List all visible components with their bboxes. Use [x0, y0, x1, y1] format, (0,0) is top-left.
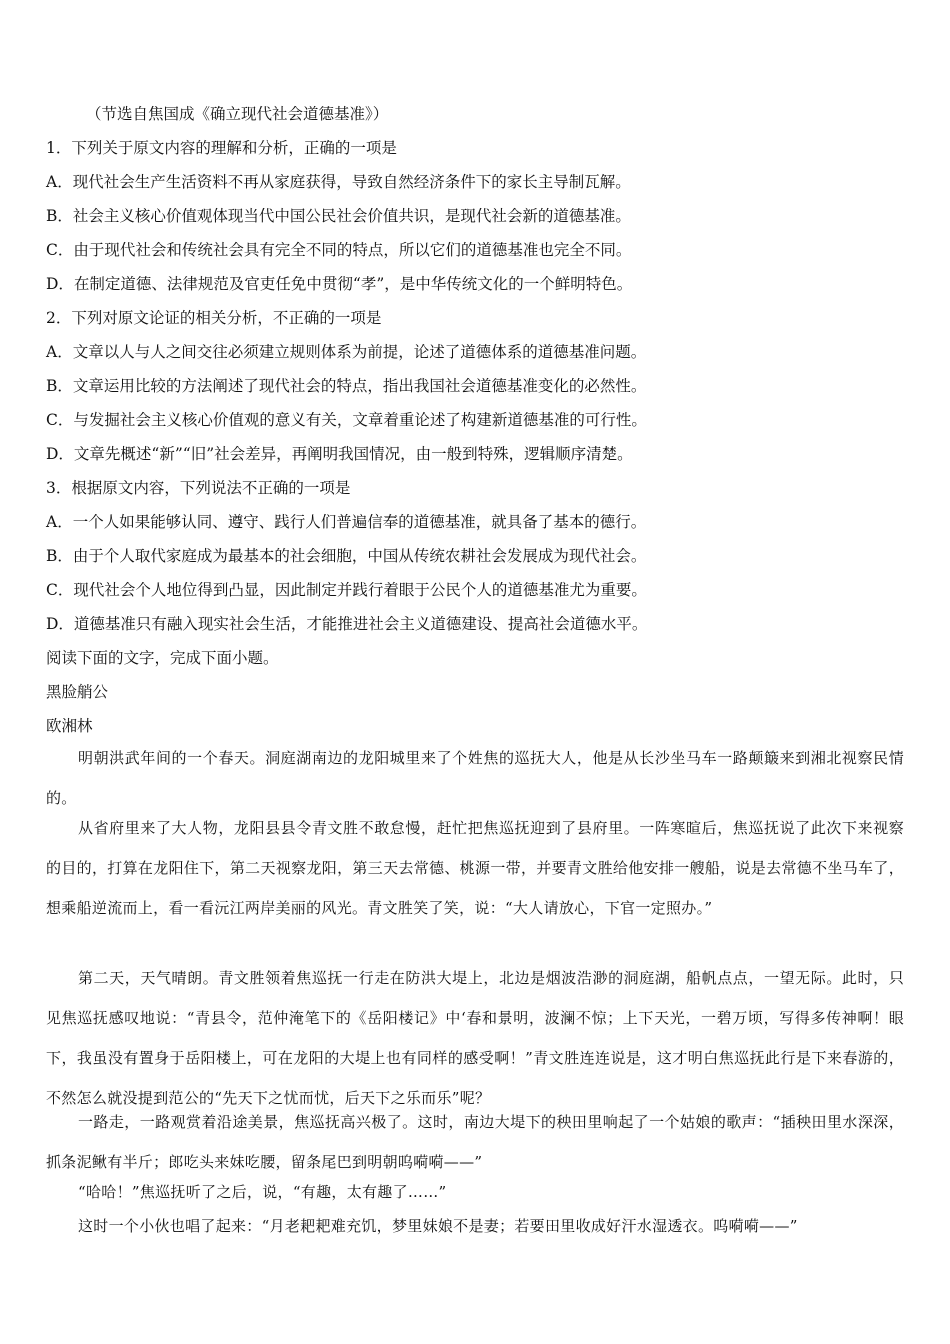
story-paragraph: 一路走，一路观赏着沿途美景，焦巡抚高兴极了。这时，南边大堤下的秧田里响起了一个姑娘的歌声：“插秧田里水深深，抓条泥鳅有半斤；郎吃头来妹吃腰，留条尾巴到明朝呜嗬嗬——” [46, 1113, 904, 1171]
question-1-option-d: D．在制定道德、法律规范及官吏任免中贯彻“孝”，是中华传统文化的一个鲜明特色。 [46, 275, 633, 293]
question-3-stem: 3．根据原文内容，下列说法不正确的一项是 [46, 479, 351, 497]
question-1-option-a: A．现代社会生产生活资料不再从家庭获得，导致自然经济条件下的家长主导制瓦解。 [46, 173, 631, 191]
question-1-option-c: C．由于现代社会和传统社会具有完全不同的特点，所以它们的道德基准也完全不同。 [46, 241, 632, 259]
question-3-option-b: B．由于个人取代家庭成为最基本的社会细胞，中国从传统农耕社会发展成为现代社会。 [46, 547, 647, 565]
question-2-option-d: D．文章先概述“新”“旧”社会差异，再阐明我国情况，由一般到特殊，逻辑顺序清楚。 [46, 445, 633, 463]
story-author: 欧湘林 [46, 717, 93, 735]
story-paragraph: 明朝洪武年间的一个春天。洞庭湖南边的龙阳城里来了个姓焦的巡抚大人，他是从长沙坐马车一路颠簸来到湘北视察民情的。 [46, 749, 904, 807]
question-1-stem: 1．下列关于原文内容的理解和分析，正确的一项是 [46, 139, 397, 157]
story-paragraph: “哈哈！”焦巡抚听了之后，说，“有趣，太有趣了……” [78, 1183, 447, 1201]
story-paragraph: 这时一个小伙也唱了起来：“月老耙耙难充饥，梦里妹娘不是妻；若要田里收成好汗水湿透衣。呜嗬嗬——” [78, 1217, 798, 1235]
reading-instruction: 阅读下面的文字，完成下面小题。 [46, 649, 279, 667]
source-note: （节选自焦国成《确立现代社会道德基准》） [86, 105, 389, 123]
story-title: 黑脸艄公 [46, 683, 109, 701]
story-paragraph: 第二天，天气晴朗。青文胜领着焦巡抚一行走在防洪大堤上，北边是烟波浩渺的洞庭湖，船帆点点，一望无际。此时，只见焦巡抚感叹地说：“青县令，范仲淹笔下的《岳阳楼记》中‘春和景明，波澜不惊；上下天光，一碧万顷，写得多传神啊！眼下，我虽没有置身于岳阳楼上，可在龙阳的大堤上也有同样的感受啊！”青文胜连连说是，这才明白焦巡抚此行是下来春游的，不然怎么就没提到范公的“先天下之忧而忧，后天下之乐而乐”呢？ [46, 969, 904, 1107]
question-3-option-a: A．一个人如果能够认同、遵守、践行人们普遍信奉的道德基准，就具备了基本的德行。 [46, 513, 647, 531]
question-2-option-a: A．文章以人与人之间交往必须建立规则体系为前提，论述了道德体系的道德基准问题。 [46, 343, 647, 361]
question-3-option-d: D．道德基准只有融入现实社会生活，才能推进社会主义道德建设、提高社会道德水平。 [46, 615, 648, 633]
story-paragraph: 从省府里来了大人物，龙阳县县令青文胜不敢怠慢，赶忙把焦巡抚迎到了县府里。一阵寒暄后，焦巡抚说了此次下来视察的目的，打算在龙阳住下，第二天视察龙阳，第三天去常德、桃源一带，并要青文胜给他安排一艘船，说是去常德不坐马车了，想乘船逆流而上，看一看沅江两岸美丽的风光。青文胜笑了笑，说：“大人请放心，下官一定照办。” [46, 819, 904, 917]
question-3-option-c: C．现代社会个人地位得到凸显，因此制定并践行着眼于公民个人的道德基准尤为重要。 [46, 581, 647, 599]
question-1-option-b: B．社会主义核心价值观体现当代中国公民社会价值共识，是现代社会新的道德基准。 [46, 207, 631, 225]
question-2-stem: 2．下列对原文论证的相关分析，不正确的一项是 [46, 309, 382, 327]
question-2-option-b: B．文章运用比较的方法阐述了现代社会的特点，指出我国社会道德基准变化的必然性。 [46, 377, 647, 395]
question-2-option-c: C．与发掘社会主义核心价值观的意义有关，文章着重论述了构建新道德基准的可行性。 [46, 411, 647, 429]
